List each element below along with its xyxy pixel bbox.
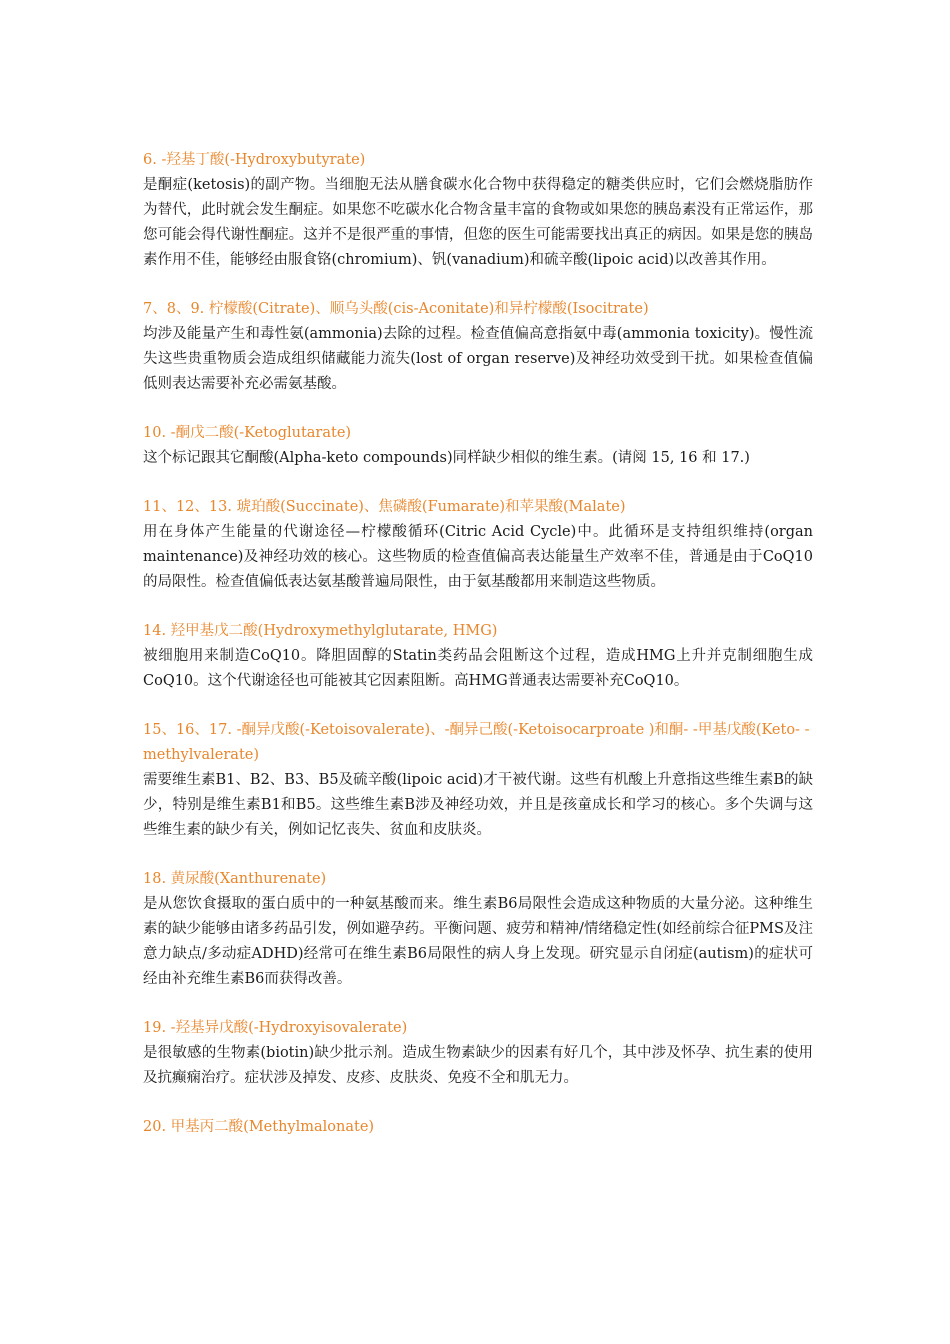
section-heading: 20. 甲基丙二酸(Methylmalonate) [143,1119,375,1135]
section-19 [143,1016,813,1091]
section-10 [143,421,813,471]
section-body: 需要维生素B1、B2、B3、B5及硫辛酸(lipoic acid)才干被代谢。这些有机酸上升意指这些维生素B的缺少，特别是维生素B1和B5。这些维生素B涉及神经功效，并且是孩童成长和学习的核心。多个失调与这些维生素的缺少有关，例如记忆丧失、贫血和皮肤炎。 [143,772,813,838]
section-body: 被细胞用来制造CoQ10。降胆固醇的Statin类药品会阻断这个过程，造成HMG上升并克制细胞生成CoQ10。这个代谢途径也可能被其它因素阻断。高HMG普通表达需要补充CoQ10。 [143,648,813,689]
section-body: 用在身体产生能量的代谢途径—柠檬酸循环(Citric Acid Cycle)中。此循环是支持组织维持(organ maintenance)及神经功效的核心。这些物质的检查值偏高表达能量生产效率不佳，普通是由于CoQ10的局限性。检查值偏低表达氨基酸普遍局限性，由于氨基酸都用来制造这些物质。 [143,524,813,590]
section-heading: 15、16、17. -酮异戊酸(-Ketoisovalerate)、-酮异己酸(-Ketoisocarproate )和酮- -甲基戊酸(Keto- -methylvalerate) [143,722,810,763]
section-18 [143,867,813,992]
section-heading: 11、12、13. 琥珀酸(Succinate)、焦磷酸(Fumarate)和苹果酸(Malate) [143,499,626,515]
section-body: 是从您饮食摄取的蛋白质中的一种氨基酸而来。维生素B6局限性会造成这种物质的大量分泌。这种维生素的缺少能够由诸多药品引发，例如避孕药。平衡问题、疲劳和精神/情绪稳定性(如经前综合征PMS及注意力缺点/多动症ADHD)经常可在维生素B6局限性的病人身上发现。研究显示自闭症(autism)的症状可经由补充维生素B6而获得改善。 [143,896,813,987]
section-7-8-9 [143,297,813,397]
section-14 [143,619,813,694]
section-body: 均涉及能量产生和毒性氨(ammonia)去除的过程。检查值偏高意指氨中毒(ammonia toxicity)。慢性流失这些贵重物质会造成组织储藏能力流失(lost of organ reserve)及神经功效受到干扰。如果检查值偏低则表达需要补充必需氨基酸。 [143,326,813,392]
section-15-16-17 [143,718,813,843]
section-20 [143,1115,813,1140]
section-body: 是酮症(ketosis)的副产物。当细胞无法从膳食碳水化合物中获得稳定的糖类供应时，它们会燃烧脂肪作为替代，此时就会发生酮症。如果您不吃碳水化合物含量丰富的食物或如果您的胰岛素没有正常运作，那您可能会得代谢性酮症。这并不是很严重的事情，但您的医生可能需要找出真正的病因。如果是您的胰岛素作用不佳，能够经由服食铬(chromium)、钒(vanadium)和硫辛酸(lipoic acid)以改善其作用。 [143,177,813,268]
section-heading: 18. 黄尿酸(Xanthurenate) [143,871,327,887]
section-body: 这个标记跟其它酮酸(Alpha-keto compounds)同样缺少相似的维生素。(请阅 15, 16 和 17.) [143,450,750,466]
section-heading: 7、8、9. 柠檬酸(Citrate)、顺乌头酸(cis-Aconitate)和异柠檬酸(Isocitrate) [143,301,649,317]
section-11-12-13 [143,495,813,595]
section-heading: 19. -羟基异戊酸(-Hydroxyisovalerate) [143,1020,408,1036]
document-page [143,148,813,1164]
section-6 [143,148,813,273]
section-heading: 10. -酮戊二酸(-Ketoglutarate) [143,425,352,441]
section-heading: 14. 羟甲基戊二酸(Hydroxymethylglutarate, HMG) [143,623,498,639]
section-body: 是很敏感的生物素(biotin)缺少批示剂。造成生物素缺少的因素有好几个，其中涉及怀孕、抗生素的使用及抗癫痫治疗。症状涉及掉发、皮疹、皮肤炎、免疫不全和肌无力。 [143,1045,813,1086]
section-heading: 6. -羟基丁酸(-Hydroxybutyrate) [143,152,366,168]
